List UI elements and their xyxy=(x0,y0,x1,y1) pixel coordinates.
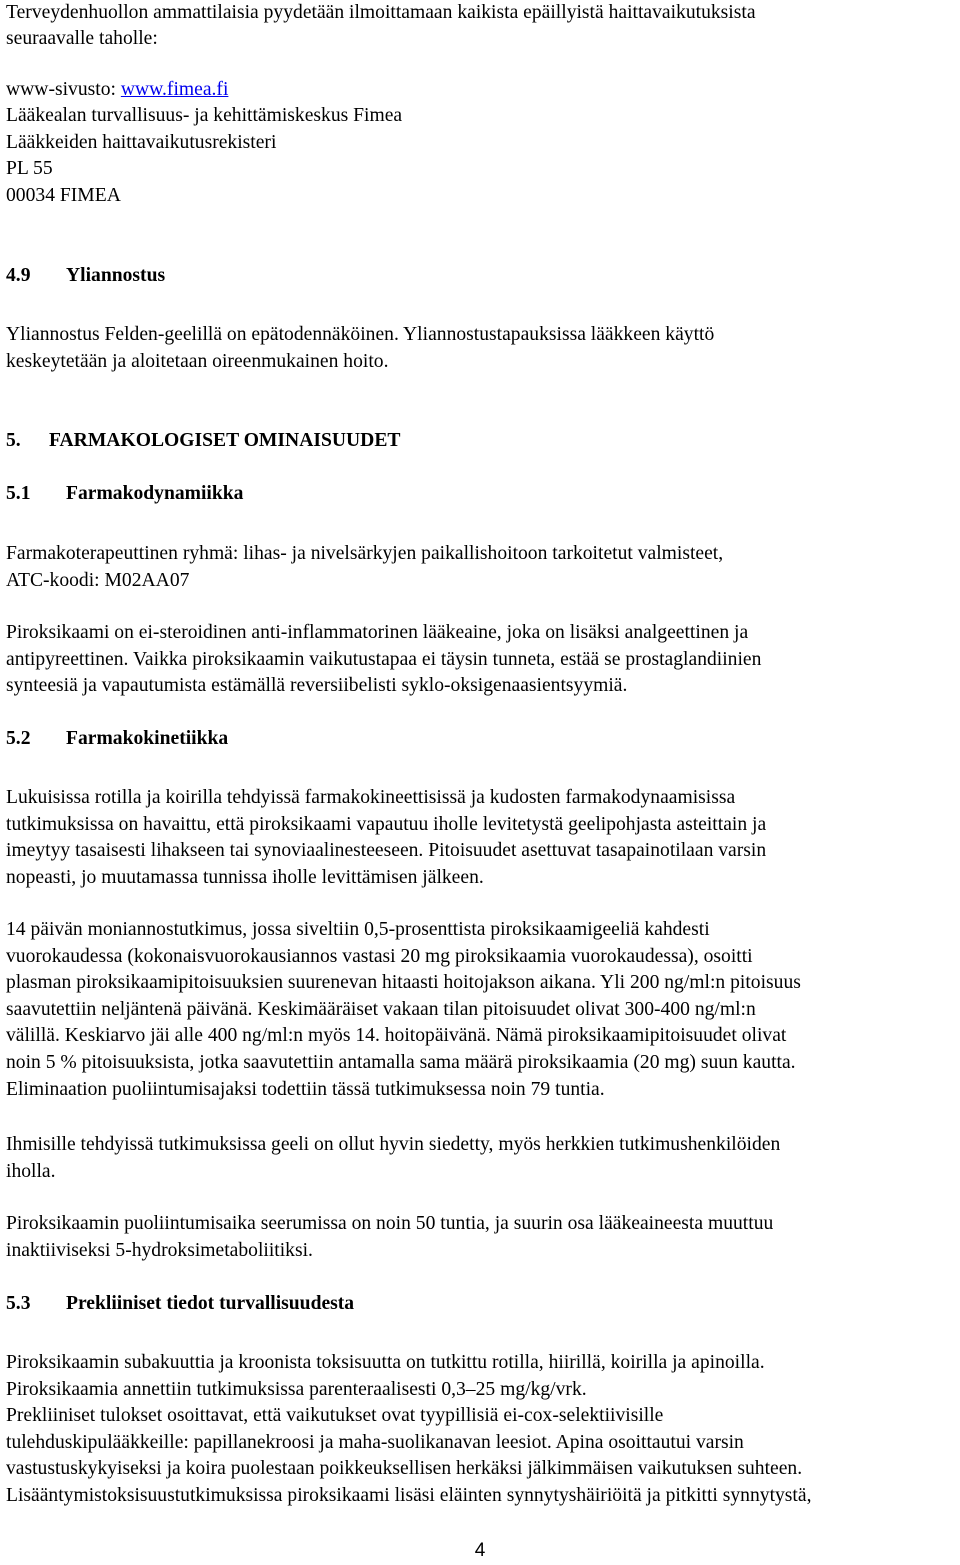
section-5-heading xyxy=(6,428,400,455)
page-number: 4 xyxy=(474,1540,486,1561)
section-number: 5.1 xyxy=(6,483,31,504)
section-number: 5. xyxy=(6,430,21,451)
section-title: Prekliiniset tiedot turvallisuudesta xyxy=(66,1293,355,1314)
section-4-9-text: Yliannostus Felden-geelillä on epätodennäköinen. Yliannostustapauksissa lääkkeen käyttö keskeytetään ja aloitetaan oireenmukainen hoito. xyxy=(6,324,715,372)
section-5-2-paragraph-3: Ihmisille tehdyissä tutkimuksissa geeli on ollut hyvin siedetty, myös herkkien tutkimushenkilöiden iholla. xyxy=(6,1134,781,1182)
section-5-1-paragraph-1: Farmakoterapeuttinen ryhmä: lihas- ja nivelsärkyjen paikallishoitoon tarkoitetut valmisteet, ATC-koodi: M02AA07 xyxy=(6,543,724,591)
section-5-2-paragraph-1: Lukuisissa rotilla ja koirilla tehdyissä farmakokineettisissä ja kudosten farmakodynaamisissa tutkimuksissa on havaittu, että piroksikaami vapautuu iholle levitetystä geelipohjasta asteittain ja imeytyy tasaisesti lihakseen tai synoviaalinesteeseen. Pitoisuudet asettuvat tasapainotilaan varsin nopeasti, jo muutamassa tunnissa iholle levittämisen jälkeen. xyxy=(6,787,767,888)
section-title: Farmakokinetiikka xyxy=(66,728,229,749)
address-line-1: Lääkealan turvallisuus- ja kehittämiskeskus Fimea xyxy=(6,105,403,126)
fimea-link[interactable]: www.fimea.fi xyxy=(120,79,229,100)
section-5-2-heading xyxy=(6,726,228,753)
section-5-3-heading xyxy=(6,1291,354,1318)
section-number: 5.3 xyxy=(6,1293,31,1314)
section-title: Yliannostus xyxy=(66,265,166,286)
section-5-1-heading xyxy=(6,481,243,508)
address-line-2: Lääkkeiden haittavaikutusrekisteri xyxy=(6,132,277,153)
address-line-4: 00034 FIMEA xyxy=(6,185,121,206)
website-label: www-sivusto: xyxy=(6,79,121,100)
address-line-3: PL 55 xyxy=(6,158,53,179)
section-5-2-paragraph-2: 14 päivän moniannostutkimus, jossa siveltiin 0,5-prosenttista piroksikaamigeeliä kahdesti vuorokaudessa (kokonaisvuorokausiannos vastasi 20 mg piroksikaamia vuorokaudessa), osoitti plasman piroksikaamipitoisuuksien suurenevan hitaasti hoitojakson aikana. Yli 200 ng/ml:n pitoisuus saavutettiin neljäntenä päivänä. Keskimääräiset vakaan tilan pitoisuudet olivat 300-400 ng/ml:n välillä. Keskiarvo jäi alle 400 ng/ml:n myös 14. hoitopäivänä. Nämä piroksikaamipitoisuudet olivat noin 5 % pitoisuuksista, jotka saavutettiin antamalla sama määrä piroksikaamia (20 mg) suun kautta. Eliminaation puoliintumisajaksi todettiin tässä tutkimuksessa noin 79 tuntia. xyxy=(6,919,801,1100)
section-number: 4.9 xyxy=(6,265,31,286)
section-5-1-paragraph-2: Piroksikaami on ei-steroidinen anti-inflammatorinen lääkeaine, joka on lisäksi analgeettinen ja antipyreettinen. Vaikka piroksikaamin vaikutustapaa ei täysin tunneta, estää se prostaglandiinien synteesiä ja vapautumista estämällä reversiibelisti syklo-oksigenaasientsyymiä. xyxy=(6,622,762,697)
section-title: FARMAKOLOGISET OMINAISUUDET xyxy=(49,430,401,451)
intro-line-1: Terveydenhuollon ammattilaisia pyydetään ilmoittamaan kaikista epäillyistä haittavaikutuksista xyxy=(6,2,756,23)
website-line xyxy=(6,77,228,104)
intro-line-2: seuraavalle taholle: xyxy=(6,28,158,49)
section-5-3-paragraph-1: Piroksikaamin subakuuttia ja kroonista toksisuutta on tutkittu rotilla, hiirillä, koirilla ja apinoilla. Piroksikaamia annettiin tutkimuksissa parenteraalisesti 0,3–25 mg/kg/vrk. Prekliiniset tulokset osoittavat, että vaikutukset ovat tyypillisiä ei-cox-selektiivisille tulehduskipulääkkeille: papillanekroosi ja maha-suolikanavan leesiot. Apina osoittautui varsin vastustuskykyiseksi ja koira puolestaan poikkeuksellisen herkäksi jälkimmäisen vaikutuksen suhteen. Lisääntymistoksisuustutkimuksissa piroksikaami lisäsi eläinten synnytyshäiriöitä ja pitkitti synnytystä, xyxy=(6,1352,812,1506)
section-5-2-paragraph-4: Piroksikaamin puoliintumisaika seerumissa on noin 50 tuntia, ja suurin osa lääkeaineesta muuttuu inaktiiviseksi 5-hydroksimetaboliitiksi. xyxy=(6,1213,774,1261)
section-number: 5.2 xyxy=(6,728,31,749)
section-title: Farmakodynamiikka xyxy=(66,483,244,504)
section-4-9-heading xyxy=(6,263,165,290)
